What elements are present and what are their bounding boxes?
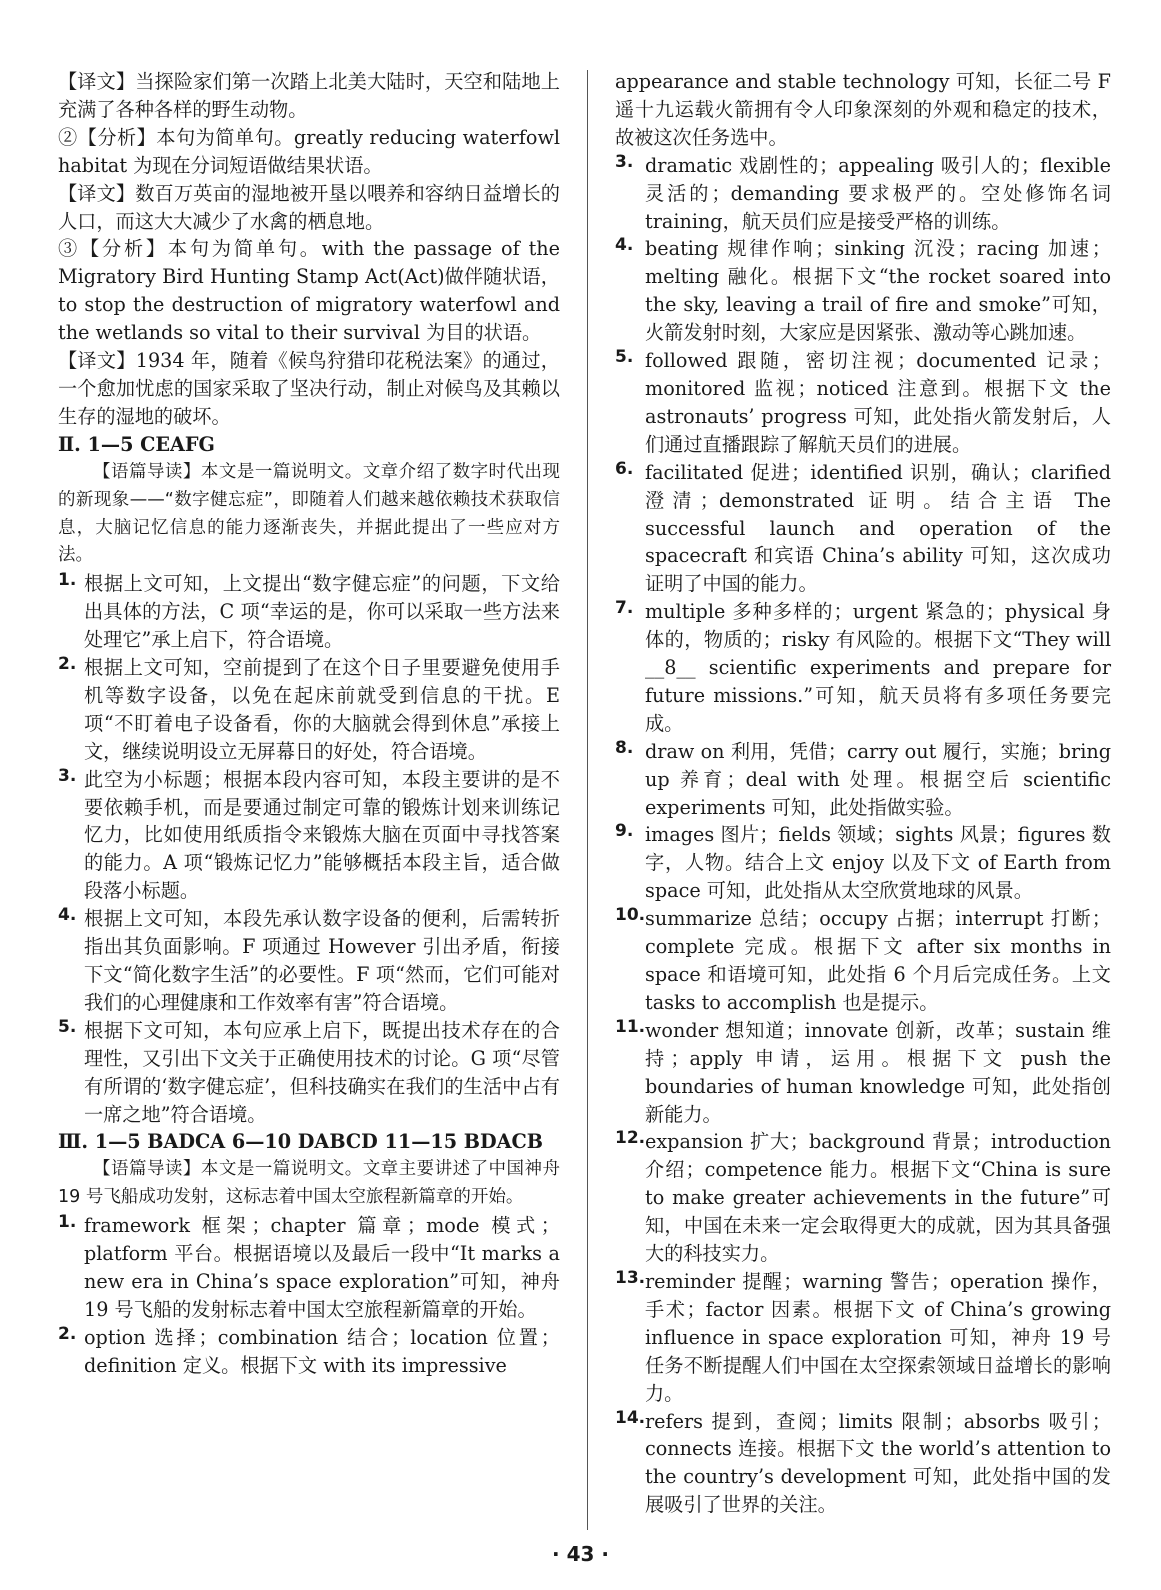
explanation-item <box>58 905 560 1017</box>
item-number: 5. <box>615 347 634 368</box>
item-text: 根据上文可知，上文提出“数字健忘症”的问题，下文给出具体的方法，C 项“幸运的是，你可以采取一些方法来处理它”承上启下，符合语境。 <box>84 572 560 652</box>
explanation-item <box>615 1268 1111 1408</box>
explanation-item <box>58 1212 560 1324</box>
item-text: draw on 利用，凭借；carry out 履行，实施；bring up 养育；deal with 处理。根据空后 scientific experiments 可知，此处指做实验。 <box>645 739 1111 819</box>
item-text: followed 跟随，密切注视；documented 记录；monitored 监视；noticed 注意到。根据下文 the astronauts’ progress 可知，此处指火箭发射后，人们通过直播跟踪了解航天员们的进展。 <box>645 349 1111 456</box>
item-text: refers 提到，查阅；limits 限制；absorbs 吸引；connects 连接。根据下文 the world’s attention to the country’s development 可知，此处指中国的发展吸引了世界的关注。 <box>645 1409 1111 1517</box>
item-number: 8. <box>615 737 634 758</box>
item-text: expansion 扩大；background 背景；introduction 介绍；competence 能力。根据下文“China is sure to make greater achievements in the future”可知，中国在未来一定会取得更大的成就，因为其具备强大的科技实力。 <box>645 1130 1111 1266</box>
analysis-paragraph: ③【分析】本句为简单句。with the passage of the Migratory Bird Hunting Stamp Act(Act)做伴随状语，to stop the destruction of migratory waterfowl and the wetlands so vital to their survival 为目的状语。 <box>58 237 560 345</box>
section-3-guide: 【语篇导读】本文是一篇说明文。文章主要讲述了中国神舟 19 号飞船成功发射，这标志着中国太空旅程新篇章的开始。 <box>58 1159 560 1208</box>
translation-paragraph: 【译文】数百万英亩的湿地被开垦以喂养和容纳日益增长的人口，而这大大减少了水禽的栖息地。 <box>58 181 560 233</box>
item-number: 3. <box>58 765 77 786</box>
item-number: 13. <box>615 1267 646 1288</box>
item-number: 1. <box>58 1212 77 1233</box>
explanation-item <box>58 766 560 906</box>
explanation-item <box>615 235 1111 347</box>
explanation-item <box>615 905 1111 1017</box>
item-text: 此空为小标题；根据本段内容可知，本段主要讲的是不要依赖手机，而是要通过制定可靠的锻炼计划来训练记忆力，比如使用纸质指令来锻炼大脑在页面中寻找答案的能力。A 项“锻炼记忆力”能够概括本段主旨，适合做段落小标题。 <box>84 767 560 903</box>
item-text: framework 框架；chapter 篇章；mode 模式；platform 平台。根据语境以及最后一段中“It marks a new era in China’s space exploration”可知，神舟 19 号飞船的发射标志着中国太空旅程新篇章的开始。 <box>84 1214 560 1321</box>
item-text: 根据上文可知，本段先承认数字设备的便利，后需转折指出其负面影响。F 项通过 However 引出矛盾，衔接下文“简化数字生活”的必要性。F 项“然而，它们可能对我们的心理健康和工作效率有害”符合语境。 <box>84 907 560 1014</box>
translation-paragraph: 【译文】当探险家们第一次踏上北美大陆时，天空和陆地上充满了各种各样的野生动物。 <box>58 70 560 121</box>
explanation-item <box>58 1017 560 1129</box>
explanation-item <box>615 347 1111 459</box>
explanation-item <box>615 152 1111 236</box>
item-number: 12. <box>615 1128 646 1149</box>
right-column <box>615 68 1111 1519</box>
explanation-item <box>615 459 1111 599</box>
explanation-item <box>58 654 560 766</box>
item-number: 11. <box>615 1016 646 1037</box>
item-text: beating 规律作响；sinking 沉没；racing 加速；melting 融化。根据下文“the rocket soared into the sky, leaving a trail of fire and smoke”可知，火箭发射时刻，大家应是因紧张、激动等心跳加速。 <box>645 237 1111 345</box>
item-number: 5. <box>58 1016 77 1037</box>
continued-paragraph: appearance and stable technology 可知，长征二号 F 遥十九运载火箭拥有令人印象深刻的外观和稳定的技术，故被这次任务选中。 <box>615 70 1111 149</box>
item-number: 2. <box>58 1323 77 1344</box>
explanation-item <box>58 1324 560 1380</box>
item-number: 7. <box>615 598 634 619</box>
item-number: 4. <box>58 905 77 926</box>
item-text: 根据下文可知，本句应承上启下，既提出技术存在的合理性，又引出下文关于正确使用技术的讨论。G 项“尽管有所谓的‘数字健忘症’，但科技确实在我们的生活中占有一席之地”符合语境。 <box>84 1018 560 1126</box>
section-2-guide: 【语篇导读】本文是一篇说明文。文章介绍了数字时代出现的新现象——“数字健忘症”，即随着人们越来越依赖技术获取信息，大脑记忆信息的能力逐渐丧失，并据此提出了一些应对方法。 <box>58 461 560 566</box>
item-text: facilitated 促进；identified 识别，确认；clarified 澄清；demonstrated 证明。结合主语 The successful launch and operation of the spacecraft 和宾语 China’s ability 可知，这次成功证明了中国的能力。 <box>645 460 1111 596</box>
item-number: 3. <box>615 151 634 172</box>
explanation-item <box>615 1128 1111 1268</box>
column-divider <box>587 70 588 1530</box>
item-text: dramatic 戏剧性的；appealing 吸引人的；flexible 灵活的；demanding 要求极严的。空处修饰名词 training，航天员们应是接受严格的训练。 <box>645 153 1111 233</box>
item-number: 10. <box>615 905 646 926</box>
item-number: 1. <box>58 570 77 591</box>
item-number: 4. <box>615 235 634 256</box>
item-text: summarize 总结；occupy 占据；interrupt 打断；complete 完成。根据下文 after six months in space 和语境可知，此处指 6 个月后完成任务。上文 tasks to accomplish 也是提示。 <box>645 907 1111 1014</box>
item-text: wonder 想知道；innovate 创新，改革；sustain 维持；apply 申请，运用。根据下文 push the boundaries of human knowledge 可知，此处指创新能力。 <box>645 1018 1111 1126</box>
translation-paragraph: 【译文】1934 年，随着《候鸟狩猎印花税法案》的通过，一个愈加忧虑的国家采取了坚决行动，制止对候鸟及其赖以生存的湿地的破坏。 <box>58 349 560 428</box>
explanation-item <box>615 598 1111 738</box>
item-number: 2. <box>58 654 77 675</box>
item-number: 9. <box>615 821 634 842</box>
explanation-item <box>615 1017 1111 1129</box>
analysis-paragraph: ②【分析】本句为简单句。greatly reducing waterfowl habitat 为现在分词短语做结果状语。 <box>58 125 560 177</box>
item-text: 根据上文可知，空前提到了在这个日子里要避免使用手机等数字设备，以免在起床前就受到信息的干扰。E 项“不盯着电子设备看，你的大脑就会得到休息”承接上文，继续说明设立无屏幕日的好处，符合语境。 <box>84 656 560 763</box>
section-2-answers: Ⅱ. 1—5 CEAFG <box>58 432 215 456</box>
item-text: option 选择；combination 结合；location 位置；definition 定义。根据下文 with its impressive <box>84 1325 560 1377</box>
item-text: multiple 多种多样的；urgent 紧急的；physical 身体的，物质的；risky 有风险的。根据下文“They will __8__ scientific experiments and prepare for future missions.”可知，航天员将有多项任务要完成。 <box>645 600 1111 735</box>
item-number: 6. <box>615 458 634 479</box>
item-text: reminder 提醒；warning 警告；operation 操作，手术；factor 因素。根据下文 of China’s growing influence in space exploration 可知，神舟 19 号任务不断提醒人们中国在太空探索领域日益增长的影响力。 <box>645 1269 1111 1405</box>
explanation-item <box>615 738 1111 822</box>
page-number: · 43 · <box>552 1542 609 1566</box>
left-column <box>58 68 560 1380</box>
item-number: 14. <box>615 1407 646 1428</box>
item-text: images 图片；fields 领域；sights 风景；figures 数字，人物。结合上文 enjoy 以及下文 of Earth from space 可知，此处指从太空欣赏地球的风景。 <box>645 823 1111 903</box>
section-3-answers: Ⅲ. 1—5 BADCA 6—10 DABCD 11—15 BDACB <box>58 1130 543 1154</box>
explanation-item <box>615 821 1111 905</box>
explanation-item <box>58 570 560 654</box>
explanation-item <box>615 1408 1111 1520</box>
